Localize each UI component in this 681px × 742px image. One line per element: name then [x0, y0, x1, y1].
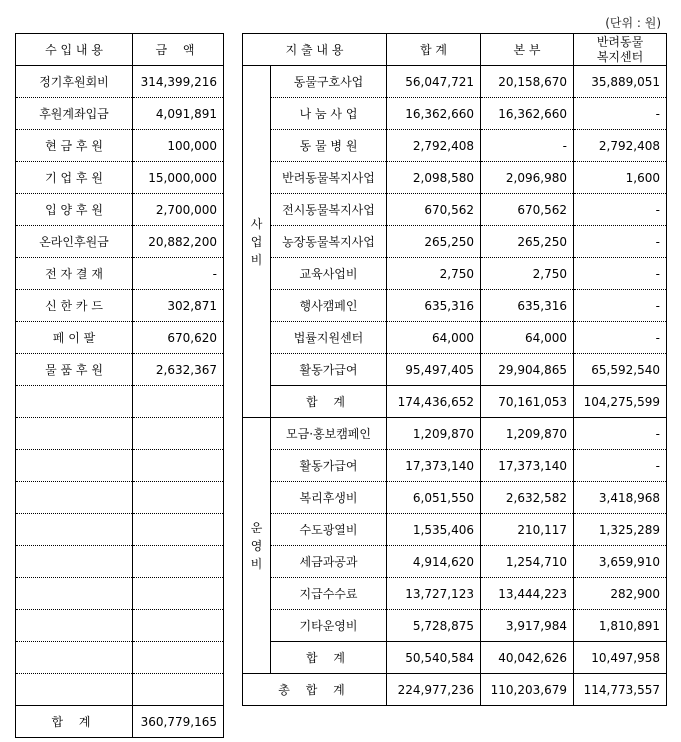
income-item-header: 수 입 내 용 — [16, 34, 133, 66]
expense-grand-total-sum: 224,977,236 — [387, 674, 481, 706]
expense-center-cell: 3,418,968 — [574, 482, 667, 514]
expense-sum-cell: 6,051,550 — [387, 482, 481, 514]
income-amount-cell: 4,091,891 — [133, 98, 224, 130]
income-item-cell: 현 금 후 원 — [16, 130, 133, 162]
income-amount-cell: 670,620 — [133, 322, 224, 354]
expense-sum-cell: 64,000 — [387, 322, 481, 354]
expense-hq-cell: 2,096,980 — [481, 162, 574, 194]
expense-center-cell: - — [574, 322, 667, 354]
expense-item-cell: 전시동물복지사업 — [271, 194, 387, 226]
business-expense-subtotal-row — [243, 386, 667, 418]
income-item-cell — [16, 482, 133, 514]
operating-expense-row — [243, 546, 667, 578]
expense-center-cell: - — [574, 98, 667, 130]
income-amount-cell: 15,000,000 — [133, 162, 224, 194]
income-item-cell — [16, 450, 133, 482]
expense-center-header-line2: 복지센터 — [596, 49, 644, 64]
expense-hq-header: 본 부 — [481, 34, 574, 66]
expense-center-cell: 2,792,408 — [574, 130, 667, 162]
expense-item-cell: 수도광열비 — [271, 514, 387, 546]
income-empty-row — [16, 418, 224, 450]
income-row — [16, 162, 224, 194]
expense-item-cell: 동물구호사업 — [271, 66, 387, 98]
income-amount-cell: - — [133, 258, 224, 290]
income-item-cell: 신 한 카 드 — [16, 290, 133, 322]
expense-sum-cell: 670,562 — [387, 194, 481, 226]
expense-hq-cell: 17,373,140 — [481, 450, 574, 482]
income-empty-row — [16, 546, 224, 578]
income-item-cell: 물 품 후 원 — [16, 354, 133, 386]
expense-grand-total-row — [243, 674, 667, 706]
income-amount-cell — [133, 418, 224, 450]
expense-sum-cell: 4,914,620 — [387, 546, 481, 578]
income-empty-row — [16, 674, 224, 706]
expense-hq-cell: 13,444,223 — [481, 578, 574, 610]
expense-item-cell: 기타운영비 — [271, 610, 387, 642]
income-row — [16, 66, 224, 98]
expense-grand-total-hq: 110,203,679 — [481, 674, 574, 706]
business-expense-section-text: 사업비 — [250, 216, 263, 267]
expense-sum-cell: 5,728,875 — [387, 610, 481, 642]
operating-expense-section-label — [243, 418, 271, 674]
operating-expense-subtotal-center: 10,497,958 — [574, 642, 667, 674]
income-empty-row — [16, 450, 224, 482]
operating-expense-row — [243, 482, 667, 514]
income-amount-cell: 100,000 — [133, 130, 224, 162]
expense-sum-cell: 635,316 — [387, 290, 481, 322]
expense-hq-cell: 265,250 — [481, 226, 574, 258]
income-amount-cell — [133, 450, 224, 482]
income-item-cell — [16, 514, 133, 546]
income-row — [16, 98, 224, 130]
income-amount-cell — [133, 674, 224, 706]
expense-sum-header: 합 계 — [387, 34, 481, 66]
expense-hq-cell: 16,362,660 — [481, 98, 574, 130]
expense-hq-cell: 64,000 — [481, 322, 574, 354]
expense-center-cell: 3,659,910 — [574, 546, 667, 578]
income-row — [16, 194, 224, 226]
expense-sum-cell: 16,362,660 — [387, 98, 481, 130]
business-expense-subtotal-center: 104,275,599 — [574, 386, 667, 418]
expense-item-cell: 법률지원센터 — [271, 322, 387, 354]
business-expense-row — [243, 258, 667, 290]
income-amount-cell: 302,871 — [133, 290, 224, 322]
expense-item-cell: 활동가급여 — [271, 354, 387, 386]
operating-expense-row — [243, 610, 667, 642]
expense-item-cell: 농장동물복지사업 — [271, 226, 387, 258]
income-amount-cell — [133, 610, 224, 642]
income-header-row — [16, 34, 224, 66]
income-row — [16, 226, 224, 258]
income-row — [16, 130, 224, 162]
income-item-cell — [16, 386, 133, 418]
expense-hq-cell: 29,904,865 — [481, 354, 574, 386]
business-expense-section-label — [243, 66, 271, 418]
income-amount-cell: 314,399,216 — [133, 66, 224, 98]
expense-header-row — [243, 34, 667, 66]
expense-hq-cell: 1,254,710 — [481, 546, 574, 578]
expense-body — [243, 66, 667, 706]
expense-sum-cell: 1,209,870 — [387, 418, 481, 450]
business-expense-row — [243, 290, 667, 322]
income-row — [16, 258, 224, 290]
expense-hq-cell: 210,117 — [481, 514, 574, 546]
expense-center-cell: 35,889,051 — [574, 66, 667, 98]
expense-hq-cell: 670,562 — [481, 194, 574, 226]
expense-item-header: 지 출 내 용 — [243, 34, 387, 66]
income-row — [16, 290, 224, 322]
income-total-label: 합 계 — [16, 706, 133, 738]
income-amount-cell: 2,700,000 — [133, 194, 224, 226]
expense-center-cell: - — [574, 226, 667, 258]
income-amount-cell — [133, 642, 224, 674]
operating-expense-section-text: 운영비 — [250, 520, 263, 571]
expense-grand-total-label: 총 합 계 — [243, 674, 387, 706]
expense-center-cell: - — [574, 258, 667, 290]
income-item-cell — [16, 642, 133, 674]
income-item-cell: 후원계좌입금 — [16, 98, 133, 130]
expense-table — [242, 33, 667, 706]
expense-item-cell: 교육사업비 — [271, 258, 387, 290]
income-empty-row — [16, 578, 224, 610]
business-expense-subtotal-sum: 174,436,652 — [387, 386, 481, 418]
expense-sum-cell: 95,497,405 — [387, 354, 481, 386]
operating-expense-subtotal-sum: 50,540,584 — [387, 642, 481, 674]
expense-center-cell: 65,592,540 — [574, 354, 667, 386]
expense-sum-cell: 1,535,406 — [387, 514, 481, 546]
income-total-amount: 360,779,165 — [133, 706, 224, 738]
operating-expense-row — [243, 450, 667, 482]
business-expense-row — [243, 66, 667, 98]
income-amount-cell — [133, 386, 224, 418]
expense-hq-cell: 3,917,984 — [481, 610, 574, 642]
expense-center-cell: 282,900 — [574, 578, 667, 610]
expense-item-cell: 지급수수료 — [271, 578, 387, 610]
income-item-cell: 전 자 결 재 — [16, 258, 133, 290]
income-amount-header: 금 액 — [133, 34, 224, 66]
expense-item-cell: 모금·홍보캠페인 — [271, 418, 387, 450]
expense-grand-total-center: 114,773,557 — [574, 674, 667, 706]
business-expense-row — [243, 194, 667, 226]
expense-item-cell: 나 눔 사 업 — [271, 98, 387, 130]
income-total-row — [16, 706, 224, 738]
expense-center-cell: - — [574, 450, 667, 482]
expense-sum-cell: 2,098,580 — [387, 162, 481, 194]
unit-note: (단위 : 원) — [605, 16, 661, 30]
income-amount-cell — [133, 482, 224, 514]
expense-item-cell: 세금과공과 — [271, 546, 387, 578]
expense-hq-cell: 2,632,582 — [481, 482, 574, 514]
expense-hq-cell: - — [481, 130, 574, 162]
expense-center-header-line1: 반려동물 — [596, 34, 644, 49]
business-expense-subtotal-label: 합 계 — [271, 386, 387, 418]
operating-expense-row — [243, 514, 667, 546]
business-expense-row — [243, 130, 667, 162]
income-empty-row — [16, 610, 224, 642]
business-expense-row — [243, 226, 667, 258]
income-item-cell — [16, 674, 133, 706]
income-item-cell: 입 양 후 원 — [16, 194, 133, 226]
expense-center-cell: 1,325,289 — [574, 514, 667, 546]
income-amount-cell — [133, 514, 224, 546]
income-empty-row — [16, 482, 224, 514]
expense-center-cell: 1,600 — [574, 162, 667, 194]
expense-hq-cell: 20,158,670 — [481, 66, 574, 98]
business-expense-row — [243, 354, 667, 386]
expense-sum-cell: 265,250 — [387, 226, 481, 258]
income-row — [16, 354, 224, 386]
income-item-cell: 기 업 후 원 — [16, 162, 133, 194]
income-amount-cell — [133, 546, 224, 578]
expense-item-cell: 행사캠페인 — [271, 290, 387, 322]
income-item-cell — [16, 578, 133, 610]
income-item-cell — [16, 546, 133, 578]
business-expense-row — [243, 162, 667, 194]
expense-center-cell: - — [574, 290, 667, 322]
operating-expense-row — [243, 578, 667, 610]
income-amount-cell: 2,632,367 — [133, 354, 224, 386]
income-body — [16, 66, 224, 738]
income-amount-cell: 20,882,200 — [133, 226, 224, 258]
income-item-cell: 정기후원회비 — [16, 66, 133, 98]
operating-expense-subtotal-hq: 40,042,626 — [481, 642, 574, 674]
income-table — [15, 33, 224, 738]
operating-expense-subtotal-label: 합 계 — [271, 642, 387, 674]
expense-sum-cell: 2,792,408 — [387, 130, 481, 162]
income-item-cell: 온라인후원금 — [16, 226, 133, 258]
expense-item-cell: 복리후생비 — [271, 482, 387, 514]
expense-center-cell: - — [574, 194, 667, 226]
expense-hq-cell: 2,750 — [481, 258, 574, 290]
income-row — [16, 322, 224, 354]
income-empty-row — [16, 386, 224, 418]
expense-hq-cell: 1,209,870 — [481, 418, 574, 450]
expense-sum-cell: 56,047,721 — [387, 66, 481, 98]
expense-hq-cell: 635,316 — [481, 290, 574, 322]
income-empty-row — [16, 642, 224, 674]
income-item-cell — [16, 610, 133, 642]
income-amount-cell — [133, 578, 224, 610]
expense-item-cell: 반려동물복지사업 — [271, 162, 387, 194]
business-expense-row — [243, 98, 667, 130]
expense-center-cell: - — [574, 418, 667, 450]
expense-item-cell: 동 물 병 원 — [271, 130, 387, 162]
business-expense-row — [243, 322, 667, 354]
operating-expense-subtotal-row — [243, 642, 667, 674]
expense-item-cell: 활동가급여 — [271, 450, 387, 482]
expense-sum-cell: 17,373,140 — [387, 450, 481, 482]
expense-center-header — [574, 34, 667, 66]
expense-center-cell: 1,810,891 — [574, 610, 667, 642]
expense-sum-cell: 13,727,123 — [387, 578, 481, 610]
operating-expense-row — [243, 418, 667, 450]
business-expense-subtotal-hq: 70,161,053 — [481, 386, 574, 418]
income-item-cell: 페 이 팔 — [16, 322, 133, 354]
income-item-cell — [16, 418, 133, 450]
expense-sum-cell: 2,750 — [387, 258, 481, 290]
income-empty-row — [16, 514, 224, 546]
